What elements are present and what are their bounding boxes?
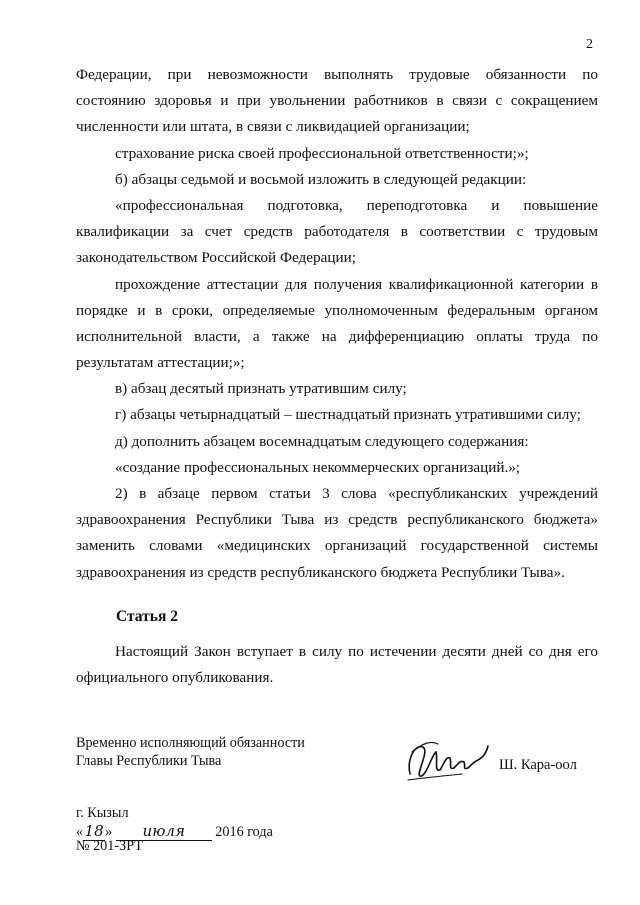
text-line: д) дополнить абзацем восемнадцатым следующего содержания: — [115, 432, 529, 450]
date-day: 18 — [84, 822, 104, 840]
text-line: здравоохранения из средств республиканского бюджета Республики Тыва». — [76, 563, 565, 581]
paragraph-3 — [76, 167, 598, 193]
article-heading: Статья 2 — [116, 608, 178, 625]
signatory-name: Ш. Кара-оол — [499, 757, 577, 773]
text-line: «профессиональная подготовка, переподготовка и повышение — [115, 196, 598, 214]
date-year: 2016 года — [215, 824, 273, 840]
date-open-quote: « — [76, 824, 84, 840]
text-line: б) абзацы седьмой и восьмой изложить в следующей редакции: — [115, 170, 527, 188]
text-line: прохождение аттестации для получения квалификационной категории в — [115, 275, 598, 293]
text-line: страхование риска своей профессиональной ответственности;»; — [115, 144, 529, 162]
text-line: Настоящий Закон вступает в силу по истечении десяти дней со дня его — [115, 643, 598, 660]
paragraph-9 — [76, 455, 598, 481]
article-paragraph — [76, 639, 598, 691]
text-line: 2) в абзаце первом статьи 3 слова «республиканских учреждений — [115, 485, 598, 502]
text-line: численности или штата, в связи с ликвидацией организации; — [76, 118, 470, 136]
document-body — [76, 62, 598, 586]
text-line: здравоохранения Республики Тыва из средств республиканского бюджета» — [76, 511, 598, 529]
paragraph-1 — [76, 62, 598, 141]
text-line: состоянию здоровья и при увольнении работников в связи с сокращением — [76, 92, 598, 110]
paragraph-6 — [76, 376, 598, 402]
date-close-quote: » — [105, 824, 113, 840]
text-line: официального опубликования. — [76, 669, 274, 687]
signing-place: г. Кызыл — [76, 805, 129, 821]
text-line: результатам аттестации;»; — [76, 354, 245, 372]
page-number: 2 — [586, 37, 593, 52]
signatory-title — [76, 734, 305, 770]
signatory-title-line: Главы Республики Тыва — [76, 753, 222, 769]
law-number: № 201-ЗРТ — [76, 838, 143, 854]
paragraph-2 — [76, 141, 598, 167]
text-line: порядке и в сроки, определяемые уполномоченным федеральным органом — [76, 301, 598, 319]
text-line: «создание профессиональных некоммерческих организаций.»; — [115, 458, 521, 476]
text-line: Федерации, при невозможности выполнять трудовые обязанности по — [76, 66, 598, 83]
text-line: в) абзац десятый признать утратившим силу; — [115, 380, 407, 398]
paragraph-5 — [76, 272, 598, 377]
handwritten-signature — [402, 734, 490, 786]
text-line: исполнительной власти, а также на дифференциацию оплаты труда по — [76, 327, 598, 345]
text-line: квалификации за счет средств работодателя в соответствии с трудовым — [76, 223, 598, 241]
text-line: законодательством Российской Федерации; — [76, 249, 356, 267]
signatory-title-line: Временно исполняющий обязанности — [76, 735, 305, 751]
date-month: июля — [116, 822, 212, 841]
article-text — [76, 639, 598, 691]
paragraph-8 — [76, 429, 598, 455]
paragraph-4 — [76, 193, 598, 272]
paragraph-10 — [76, 481, 598, 586]
text-line: г) абзацы четырнадцатый – шестнадцатый признать утратившими силу; — [115, 406, 581, 424]
paragraph-7 — [76, 402, 598, 428]
text-line: заменить словами «медицинских организаций государственной системы — [76, 537, 598, 555]
